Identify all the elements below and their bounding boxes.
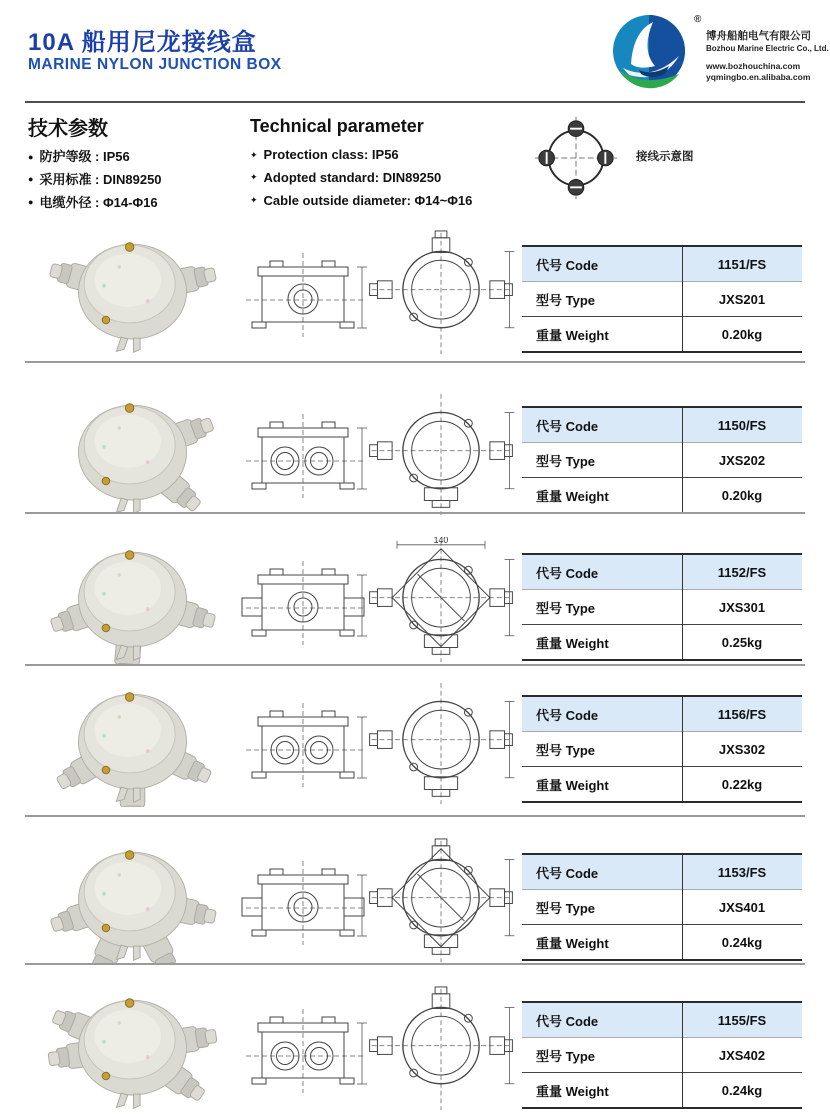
product-row [0, 985, 830, 1117]
side-view-drawing [240, 247, 370, 342]
product-weight-value: 0.24kg [721, 934, 763, 950]
param-item [250, 167, 472, 190]
front-view-drawing [366, 679, 516, 811]
page-subtitle: MARINE NYLON JUNCTION BOX [28, 56, 282, 73]
param-item [28, 146, 162, 169]
product-model-value: JXS402 [718, 1047, 766, 1063]
type-label: 型号 Type [536, 900, 595, 916]
table-row [522, 408, 802, 442]
company-name-cn: 博舟船舶电气有限公司 [706, 30, 811, 42]
row-divider [25, 512, 805, 514]
company-alibaba-link: yqmingbo.en.alibaba.com [706, 71, 811, 82]
table-row [522, 624, 802, 659]
table-row [522, 247, 802, 281]
type-label: 型号 Type [536, 453, 595, 469]
side-view-drawing [240, 408, 370, 503]
product-photo [35, 390, 230, 518]
product-row [0, 537, 830, 669]
code-label: 代号 Code [536, 565, 599, 581]
bullet-icon: ● [28, 151, 34, 162]
side-view-drawing [240, 555, 370, 650]
code-label: 代号 Code [536, 418, 599, 434]
product-row [0, 390, 830, 522]
param-item [250, 190, 472, 213]
spec-table [522, 1001, 802, 1109]
table-row [522, 1072, 802, 1107]
weight-label: 重量 Weight [536, 327, 609, 343]
product-weight-value: 0.25kg [721, 634, 763, 650]
product-code-value: 1151/FS [717, 256, 767, 272]
product-code-value: 1153/FS [717, 864, 767, 880]
weight-label: 重量 Weight [536, 935, 609, 951]
product-code-value: 1155/FS [717, 1012, 767, 1028]
type-label: 型号 Type [536, 1048, 595, 1064]
table-row [522, 281, 802, 316]
wiring-diagram-label: 接线示意图 [636, 151, 694, 163]
code-label: 代号 Code [536, 865, 599, 881]
type-label: 型号 Type [536, 600, 595, 616]
type-label: 型号 Type [536, 742, 595, 758]
header-divider [25, 101, 805, 103]
front-view-drawing [366, 537, 516, 669]
product-code-value: 1150/FS [717, 417, 767, 433]
product-weight-value: 0.22kg [721, 776, 763, 792]
spec-table [522, 853, 802, 961]
row-divider [25, 815, 805, 817]
product-photo [35, 537, 230, 665]
product-weight-value: 0.24kg [721, 1082, 763, 1098]
product-model-value: JXS201 [718, 291, 766, 307]
side-view-drawing [240, 1003, 370, 1098]
spec-table [522, 553, 802, 661]
product-photo [35, 985, 230, 1113]
front-view-drawing [366, 837, 516, 969]
param-text: 采用标准 : DIN89250 [39, 171, 162, 187]
table-row [522, 316, 802, 351]
tech-params-title-cn: 技术参数 [28, 118, 108, 140]
product-row [0, 837, 830, 969]
tech-params-list-cn [28, 146, 162, 214]
weight-label: 重量 Weight [536, 777, 609, 793]
param-item [28, 192, 162, 215]
front-view-drawing [366, 390, 516, 522]
product-weight-value: 0.20kg [721, 487, 763, 503]
param-text: Protection class: IP56 [263, 147, 399, 162]
table-row [522, 589, 802, 624]
product-model-value: JXS401 [718, 899, 766, 915]
star-bullet-icon: ✦ [250, 172, 258, 183]
param-item [250, 144, 472, 167]
company-info-block [706, 30, 829, 82]
row-divider [25, 664, 805, 666]
product-model-value: JXS302 [718, 741, 766, 757]
wiring-diagram-icon [532, 114, 620, 202]
table-row [522, 889, 802, 924]
product-photo [35, 837, 230, 965]
product-photo [35, 229, 230, 357]
bullet-icon: ● [28, 174, 34, 185]
side-view-drawing [240, 855, 370, 950]
front-view-drawing [366, 229, 516, 361]
product-model-value: JXS202 [718, 452, 766, 468]
registered-trademark-icon: ® [694, 14, 702, 25]
product-photo [35, 679, 230, 807]
weight-label: 重量 Weight [536, 635, 609, 651]
table-row [522, 477, 802, 512]
product-weight-value: 0.20kg [721, 326, 763, 342]
code-label: 代号 Code [536, 707, 599, 723]
table-row [522, 1003, 802, 1037]
code-label: 代号 Code [536, 257, 599, 273]
page-title: 10A 船用尼龙接线盒 [28, 29, 257, 56]
star-bullet-icon: ✦ [250, 195, 258, 205]
row-divider [25, 963, 805, 965]
spec-table [522, 695, 802, 803]
code-label: 代号 Code [536, 1013, 599, 1029]
param-item [28, 169, 162, 192]
spec-table [522, 245, 802, 353]
weight-label: 重量 Weight [536, 488, 609, 504]
tech-params-title-en: Technical parameter [250, 116, 424, 136]
table-row [522, 766, 802, 801]
star-bullet-icon: ✦ [250, 149, 258, 160]
table-row [522, 697, 802, 731]
product-row [0, 229, 830, 361]
product-code-value: 1152/FS [717, 564, 767, 580]
front-view-drawing [366, 985, 516, 1117]
weight-label: 重量 Weight [536, 1083, 609, 1099]
table-row [522, 731, 802, 766]
bullet-icon: ● [28, 197, 34, 207]
row-divider [25, 361, 805, 363]
product-model-value: JXS301 [718, 599, 766, 615]
svg-text:140: 140 [433, 537, 449, 545]
company-name-en: Bozhou Marine Electric Co., Ltd. [706, 44, 829, 54]
product-row [0, 679, 830, 811]
spec-table [522, 406, 802, 514]
param-text: 电缆外径 : Φ14-Φ16 [39, 194, 158, 210]
param-text: 防护等级 : IP56 [39, 149, 130, 164]
side-view-drawing [240, 697, 370, 792]
product-code-value: 1156/FS [717, 706, 767, 722]
table-row [522, 555, 802, 589]
table-row [522, 855, 802, 889]
company-logo-icon [610, 12, 692, 92]
table-row [522, 442, 802, 477]
param-text: Cable outside diameter: Φ14~Φ16 [263, 192, 473, 208]
table-row [522, 924, 802, 959]
tech-params-list-en [250, 144, 472, 212]
type-label: 型号 Type [536, 292, 595, 308]
table-row [522, 1037, 802, 1072]
company-website: www.bozhouchina.com [706, 61, 801, 72]
param-text: Adopted standard: DIN89250 [263, 169, 442, 185]
